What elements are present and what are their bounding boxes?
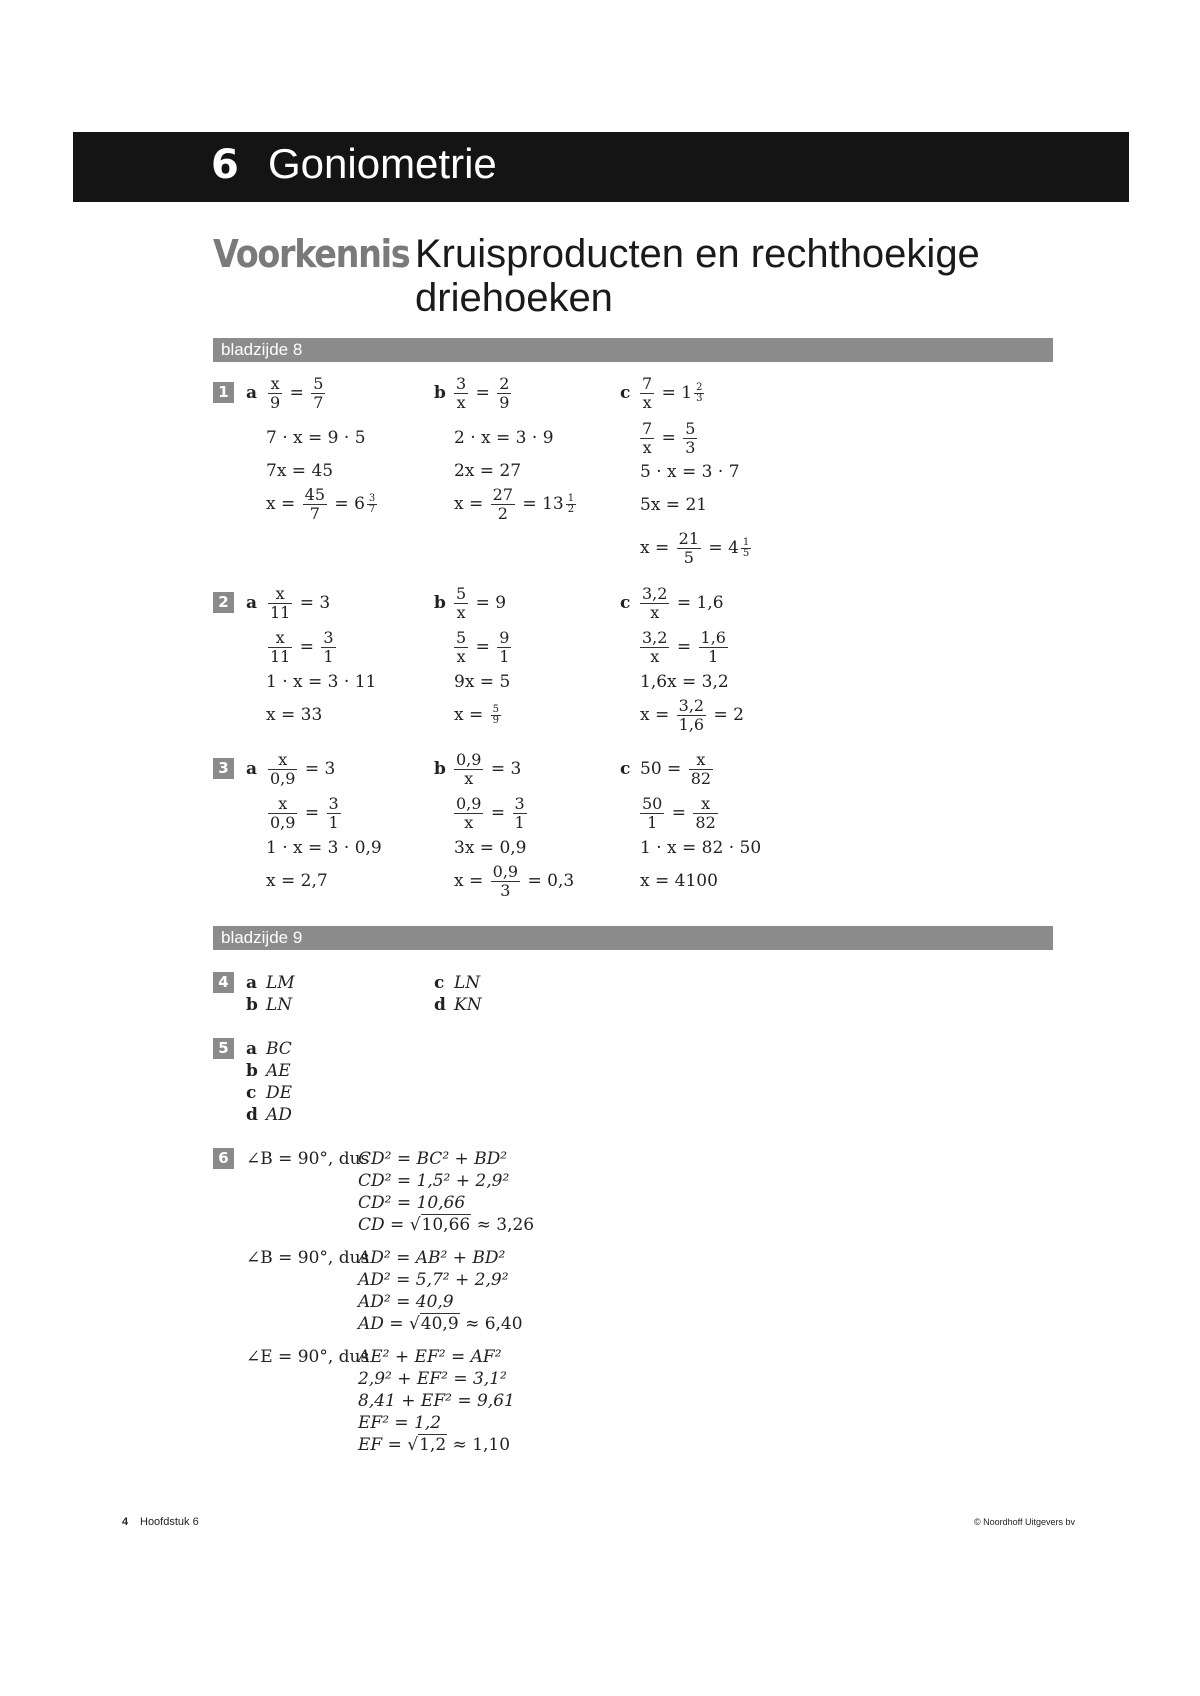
part-label: a (246, 593, 258, 613)
equation: $\frac{x}{9}$ = $\frac{5}{7}$ (270, 373, 324, 412)
equation: $\frac{7}{x}$ = 1 $\frac{2}{3}$ (642, 373, 703, 412)
section-label: Voorkennis (213, 232, 410, 276)
question-number: 3 (213, 758, 234, 779)
part-label: c (620, 383, 631, 403)
equation: $\frac{5}{x}$ = $\frac{9}{1}$ (456, 627, 510, 666)
equation-line: 1 · x = 3 · 11 (266, 672, 377, 692)
equation: x = $\frac{21}{5}$ = 4 $\frac{1}{5}$ (640, 528, 750, 567)
part-label: b (434, 593, 446, 613)
equation-line: 5x = 21 (640, 495, 708, 515)
equation-line: CD² = BC² + BD² (358, 1149, 508, 1169)
chapter-number: 6 (211, 142, 239, 188)
part-label: a (246, 973, 258, 993)
page-bar: bladzijde 8 (213, 338, 1053, 362)
answer: AD (266, 1105, 292, 1125)
equation-line: 1,6x = 3,2 (640, 672, 729, 692)
part-label: a (246, 759, 258, 779)
equation: $\frac{0,9}{x}$ = $\frac{3}{1}$ (456, 793, 525, 832)
equation-line: EF = √1,2 ≈ 1,10 (358, 1435, 511, 1455)
equation: 50 = $\frac{x}{82}$ (640, 749, 712, 788)
equation-line: 7 · x = 9 · 5 (266, 428, 366, 448)
page-bar: bladzijde 9 (213, 926, 1053, 950)
answer: KN (454, 995, 482, 1015)
equation: $\frac{50}{1}$ = $\frac{x}{82}$ (642, 793, 716, 832)
answer: BC (266, 1039, 292, 1059)
equation: $\frac{x}{0,9}$ = $\frac{3}{1}$ (270, 793, 339, 832)
footer-chapter: Hoofdstuk 6 (140, 1516, 199, 1528)
equation-line: AD² = AB² + BD² (358, 1248, 506, 1268)
chapter-title: Goniometrie (268, 140, 497, 187)
part-label: c (620, 759, 631, 779)
part-label: a (246, 383, 258, 403)
equation-line: CD² = 10,66 (358, 1193, 466, 1213)
equation: $\frac{7}{x}$ = $\frac{5}{3}$ (642, 418, 696, 457)
equation: x = $\frac{45}{7}$ = 6 $\frac{3}{7}$ (266, 484, 376, 523)
answer: LM (266, 973, 295, 993)
part-label: a (246, 1039, 258, 1059)
equation-line: 3x = 0,9 (454, 838, 527, 858)
equation-line: 1 · x = 82 · 50 (640, 838, 762, 858)
answer: LN (454, 973, 481, 993)
equation: $\frac{3}{x}$ = $\frac{2}{9}$ (456, 373, 510, 412)
part-label: d (246, 1105, 258, 1125)
part-label: c (434, 973, 445, 993)
equation: $\frac{5}{x}$ = 9 (456, 583, 507, 622)
equation: $\frac{x}{11}$ = $\frac{3}{1}$ (270, 627, 334, 666)
equation-line: 8,41 + EF² = 9,61 (358, 1391, 515, 1411)
equation: x = $\frac{27}{2}$ = 13 $\frac{1}{2}$ (454, 484, 575, 523)
equation-line: AD² = 40,9 (358, 1292, 454, 1312)
equation-line: x = 4100 (640, 871, 718, 891)
equation-line: x = 33 (266, 705, 323, 725)
equation-line: 9x = 5 (454, 672, 511, 692)
part-label: c (620, 593, 631, 613)
answer: LN (266, 995, 293, 1015)
equation-line: 5 · x = 3 · 7 (640, 462, 740, 482)
equation: $\frac{3,2}{x}$ = 1,6 (642, 583, 724, 622)
equation: $\frac{x}{0,9}$ = 3 (270, 749, 336, 788)
section-title: Kruisproducten en rechthoekige driehoeken (415, 232, 980, 320)
equation-line: AD = √40,9 ≈ 6,40 (358, 1314, 523, 1334)
equation: x = $\frac{5}{9}$ (454, 703, 500, 726)
equation-line: 2x = 27 (454, 461, 522, 481)
equation: $\frac{0,9}{x}$ = 3 (456, 749, 522, 788)
equation: x = $\frac{0,9}{3}$ = 0,3 (454, 861, 575, 900)
equation: $\frac{x}{11}$ = 3 (270, 583, 331, 622)
equation-line: CD² = 1,5² + 2,9² (358, 1171, 510, 1191)
equation-line: x = 2,7 (266, 871, 328, 891)
angle-statement: ∠E = 90°, dus (246, 1347, 370, 1367)
equation-line: AD² = 5,7² + 2,9² (358, 1270, 509, 1290)
angle-statement: ∠B = 90°, dus (246, 1248, 370, 1268)
equation-line: 1 · x = 3 · 0,9 (266, 838, 382, 858)
equation-line: CD = √10,66 ≈ 3,26 (358, 1215, 535, 1235)
equation: x = $\frac{3,2}{1,6}$ = 2 (640, 695, 744, 734)
equation-line: 7x = 45 (266, 461, 334, 481)
part-label: b (246, 1061, 258, 1081)
angle-statement: ∠B = 90°, dus (246, 1149, 370, 1169)
question-number: 2 (213, 592, 234, 613)
footer-copyright: © Noordhoff Uitgevers bv (974, 1517, 1076, 1527)
question-number: 5 (213, 1038, 234, 1059)
footer-page-number: 4 (122, 1516, 129, 1528)
part-label: b (434, 383, 446, 403)
part-label: b (434, 759, 446, 779)
chapter-header-bar (73, 132, 1129, 202)
equation-line: AE² + EF² = AF² (358, 1347, 502, 1367)
equation-line: EF² = 1,2 (358, 1413, 442, 1433)
part-label: d (434, 995, 446, 1015)
part-label: c (246, 1083, 257, 1103)
question-number: 4 (213, 972, 234, 993)
part-label: b (246, 995, 258, 1015)
equation: $\frac{3,2}{x}$ = $\frac{1,6}{1}$ (642, 627, 726, 666)
equation-line: 2 · x = 3 · 9 (454, 428, 554, 448)
question-number: 1 (213, 382, 234, 403)
answer: DE (266, 1083, 293, 1103)
answer: AE (266, 1061, 291, 1081)
question-number: 6 (213, 1148, 234, 1169)
equation-line: 2,9² + EF² = 3,1² (358, 1369, 507, 1389)
